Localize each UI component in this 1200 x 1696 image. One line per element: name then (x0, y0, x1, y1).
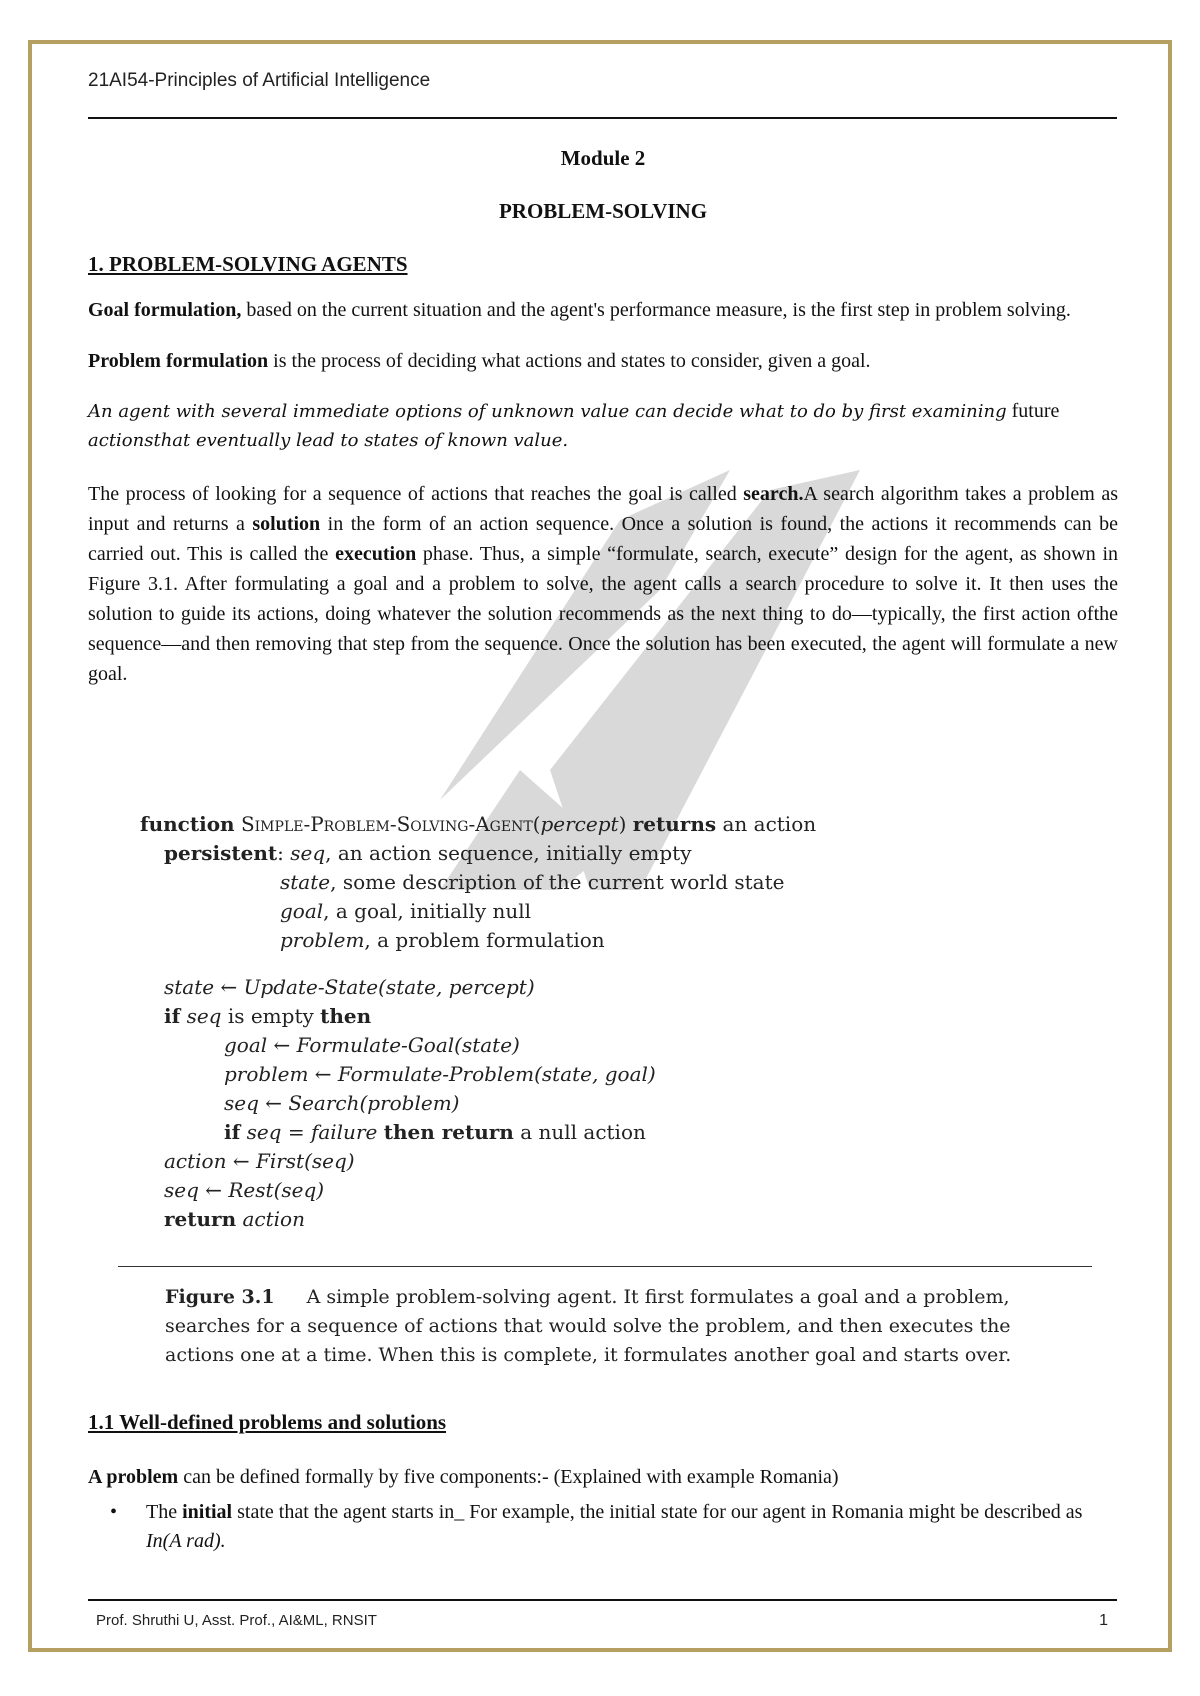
problem-definition-paragraph (88, 1466, 839, 1489)
algorithm-figure (140, 810, 816, 1234)
goal-term: Goal formulation, (88, 299, 242, 321)
list-item: • The initial state that the agent starts in_ For example, the initial state for our agent in Romania might be described as In(A rad). (110, 1498, 1120, 1556)
problem-formulation-paragraph (88, 346, 1118, 377)
goal-text: based on the current situation and the agent's performance measure, is the first step in problem solving. (241, 299, 1071, 321)
solution-term: solution (252, 513, 321, 535)
algo-line-13: seq ← Rest(seq) (164, 1178, 325, 1202)
search-text-2: A search algorithm takes a problem as input and returns a (88, 483, 1118, 535)
figure-caption-text: A simple problem-solving agent. It first formulates a goal and a problem, searches for a sequence of actions that would solve the problem, and then executes the actions one at a time. When this is complete, it formulates another goal and starts over. (165, 1286, 1012, 1366)
italic-paragraph (88, 397, 1118, 455)
page-number: 1 (1099, 1612, 1108, 1629)
search-text-3: in the form of an action sequence. Once a solution is found, the actions it recommends can be carried out. This is called the (88, 513, 1119, 565)
algo-line-11: if seq = failure then return a null action (224, 1120, 646, 1144)
initial-state-example: In(A rad). (146, 1530, 226, 1552)
italic-text: An agent with several immediate options of unknown value can decide what to do by first examining (88, 401, 1007, 422)
algo-line-10: seq ← Search(problem) (224, 1091, 460, 1115)
search-paragraph (88, 479, 1118, 689)
algo-line-1: function Simple-Problem-Solving-Agent(percept) returns an action (140, 812, 817, 836)
algo-line-12: action ← First(seq) (164, 1149, 355, 1173)
problem-term: Problem formulation (88, 350, 269, 372)
section-heading-well-defined: 1.1 Well-defined problems and solutions (88, 1410, 447, 1434)
header-rule (88, 117, 1117, 119)
algo-line-3: state, some description of the current world state (280, 870, 785, 894)
course-header: 21AI54-Principles of Artificial Intelligence (88, 70, 431, 91)
figure-label: Figure 3.1 (165, 1286, 275, 1308)
footer-rule (88, 1599, 1117, 1601)
search-term: search. (743, 483, 804, 505)
bullet-icon: • (110, 1501, 118, 1523)
initial-term: initial (182, 1501, 233, 1523)
algo-line-14: return action (164, 1207, 305, 1231)
algo-line-5: problem, a problem formulation (280, 928, 605, 952)
execution-term: execution (335, 543, 417, 565)
figure-caption (165, 1283, 1060, 1370)
topic-title: PROBLEM-SOLVING (498, 199, 708, 223)
footer-author: Prof. Shruthi U, Asst. Prof., AI&ML, RNSIT (96, 1612, 377, 1629)
algo-line-2: persistent: seq, an action sequence, initially empty (164, 841, 692, 865)
italic-text-2: actionsthat eventually lead to states of known value. (88, 430, 569, 451)
algo-line-7: if seq is empty then (164, 1004, 372, 1028)
italic-plain: future (1006, 400, 1060, 422)
problem-definition-term: A problem (88, 1466, 179, 1488)
algo-line-9: problem ← Formulate-Problem(state, goal) (224, 1062, 656, 1086)
algo-line-4: goal, a goal, initially null (280, 899, 532, 923)
section-heading-agents: 1. PROBLEM-SOLVING AGENTS (88, 252, 408, 276)
figure-rule (118, 1266, 1092, 1267)
main-content (88, 146, 1118, 689)
module-title: Module 2 (560, 146, 646, 170)
problem-text: is the process of deciding what actions and states to consider, given a goal. (268, 350, 871, 372)
algo-line-6: state ← Update-State(state, percept) (164, 975, 535, 999)
algo-line-8: goal ← Formulate-Goal(state) (224, 1033, 520, 1057)
problem-definition-text: can be defined formally by five components:- (Explained with example Romania) (178, 1466, 839, 1488)
search-text-4: phase. Thus, a simple “formulate, search, execute” design for the agent, as shown in Figure 3.1. After formulating a goal and a problem to solve, the agent calls a search procedure to solve it. It then uses the solution to guide its actions, doing whatever the solution recommends as the next thing to do—typically, the first action ofthe sequence—and then removing that step from the sequence. Once the solution has been executed, the agent will formulate a new goal. (88, 543, 1118, 685)
goal-formulation-paragraph (88, 295, 1118, 326)
search-text-1: The process of looking for a sequence of actions that reaches the goal is called (88, 483, 744, 505)
